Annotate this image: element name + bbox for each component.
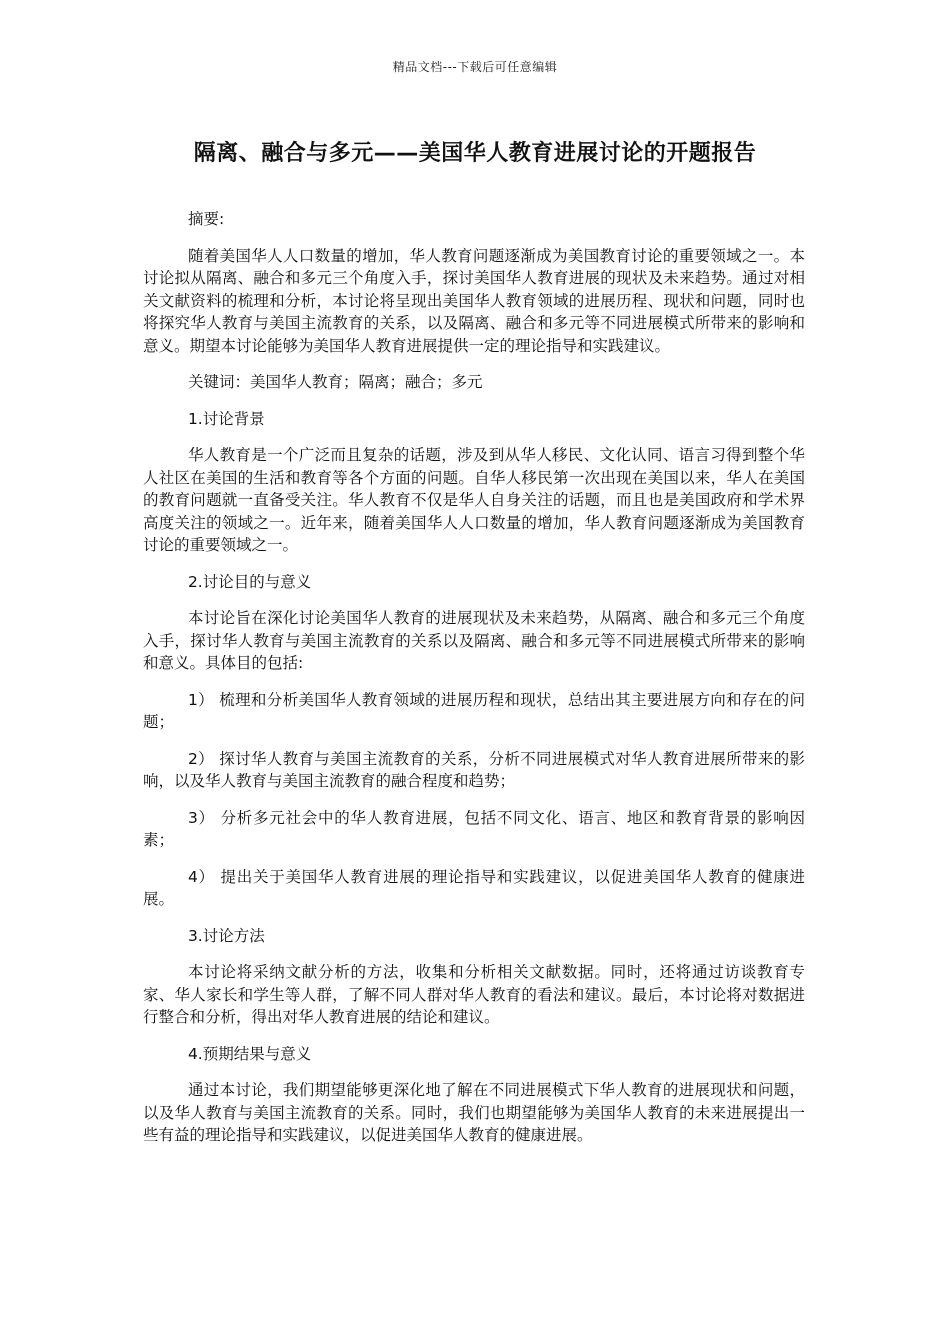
purpose-list-item: 1） 梳理和分析美国华人教育领域的进展历程和现状，总结出其主要进展方向和存在的问题； <box>143 690 805 731</box>
section-text-method: 本讨论将采纳文献分析的方法，收集和分析相关文献数据。同时，还将通过访谈教育专家、华人家长和学生等人群，了解不同人群对华人教育的看法和建议。最后，本讨论将对数据进行整合和分析，得出对华人教育进展的结论和建议。 <box>143 963 805 1026</box>
purpose-list-item: 3） 分析多元社会中的华人教育进展，包括不同文化、语言、地区和教育背景的影响因素； <box>143 808 805 849</box>
abstract-label: 摘要: <box>187 210 225 228</box>
purpose-list-item: 4） 提出关于美国华人教育进展的理论指导和实践建议，以促进美国华人教育的健康进展。 <box>143 867 805 908</box>
section-text-purpose: 本讨论旨在深化讨论美国华人教育的进展现状及未来趋势，从隔离、融合和多元三个角度入手，探讨华人教育与美国主流教育的关系以及隔离、融合和多元等不同进展模式所带来的影响和意义。具体目的包括: <box>143 609 805 672</box>
document-body <box>143 208 805 1147</box>
abstract-text: 随着美国华人人口数量的增加，华人教育问题逐渐成为美国教育讨论的重要领域之一。本讨论拟从隔离、融合和多元三个角度入手，探讨美国华人教育进展的现状及未来趋势。通过对相关文献资料的梳理和分析，本讨论将呈现出美国华人教育领域的进展历程、现状和问题，同时也将探究华人教育与美国主流教育的关系，以及隔离、融合和多元等不同进展模式所带来的影响和意义。期望本讨论能够为美国华人教育进展提供一定的理论指导和实践建议。 <box>143 246 805 355</box>
section-text-background: 华人教育是一个广泛而且复杂的话题，涉及到从华人移民、文化认同、语言习得到整个华人社区在美国的生活和教育等各个方面的问题。自华人移民第一次出现在美国以来，华人在美国的教育问题就一直备受关注。华人教育不仅是华人自身关注的话题，而且也是美国政府和学术界高度关注的领域之一。近年来，随着美国华人人口数量的增加，华人教育问题逐渐成为美国教育讨论的重要领域之一。 <box>143 446 805 554</box>
section-heading-purpose: 2.讨论目的与意义 <box>187 572 312 591</box>
purpose-list-item: 2） 探讨华人教育与美国主流教育的关系，分析不同进展模式对华人教育进展所带来的影响，以及华人教育与美国主流教育的融合程度和趋势； <box>143 749 805 790</box>
section-text-results: 通过本讨论，我们期望能够更深化地了解在不同进展模式下华人教育的进展现状和问题，以及华人教育与美国主流教育的关系。同时，我们也期望能够为美国华人教育的未来进展提出一些有益的理论指导和实践建议，以促进美国华人教育的健康进展。 <box>143 1081 805 1144</box>
section-heading-background: 1.讨论背景 <box>187 409 265 428</box>
keywords: 关键词：美国华人教育；隔离；融合；多元 <box>187 373 483 391</box>
document-title: 隔离、融合与多元——美国华人教育进展讨论的开题报告 <box>193 141 757 166</box>
section-heading-results: 4.预期结果与意义 <box>187 1044 312 1063</box>
header-note: 精品文档---下载后可任意编辑 <box>392 60 558 74</box>
section-heading-method: 3.讨论方法 <box>187 926 265 945</box>
